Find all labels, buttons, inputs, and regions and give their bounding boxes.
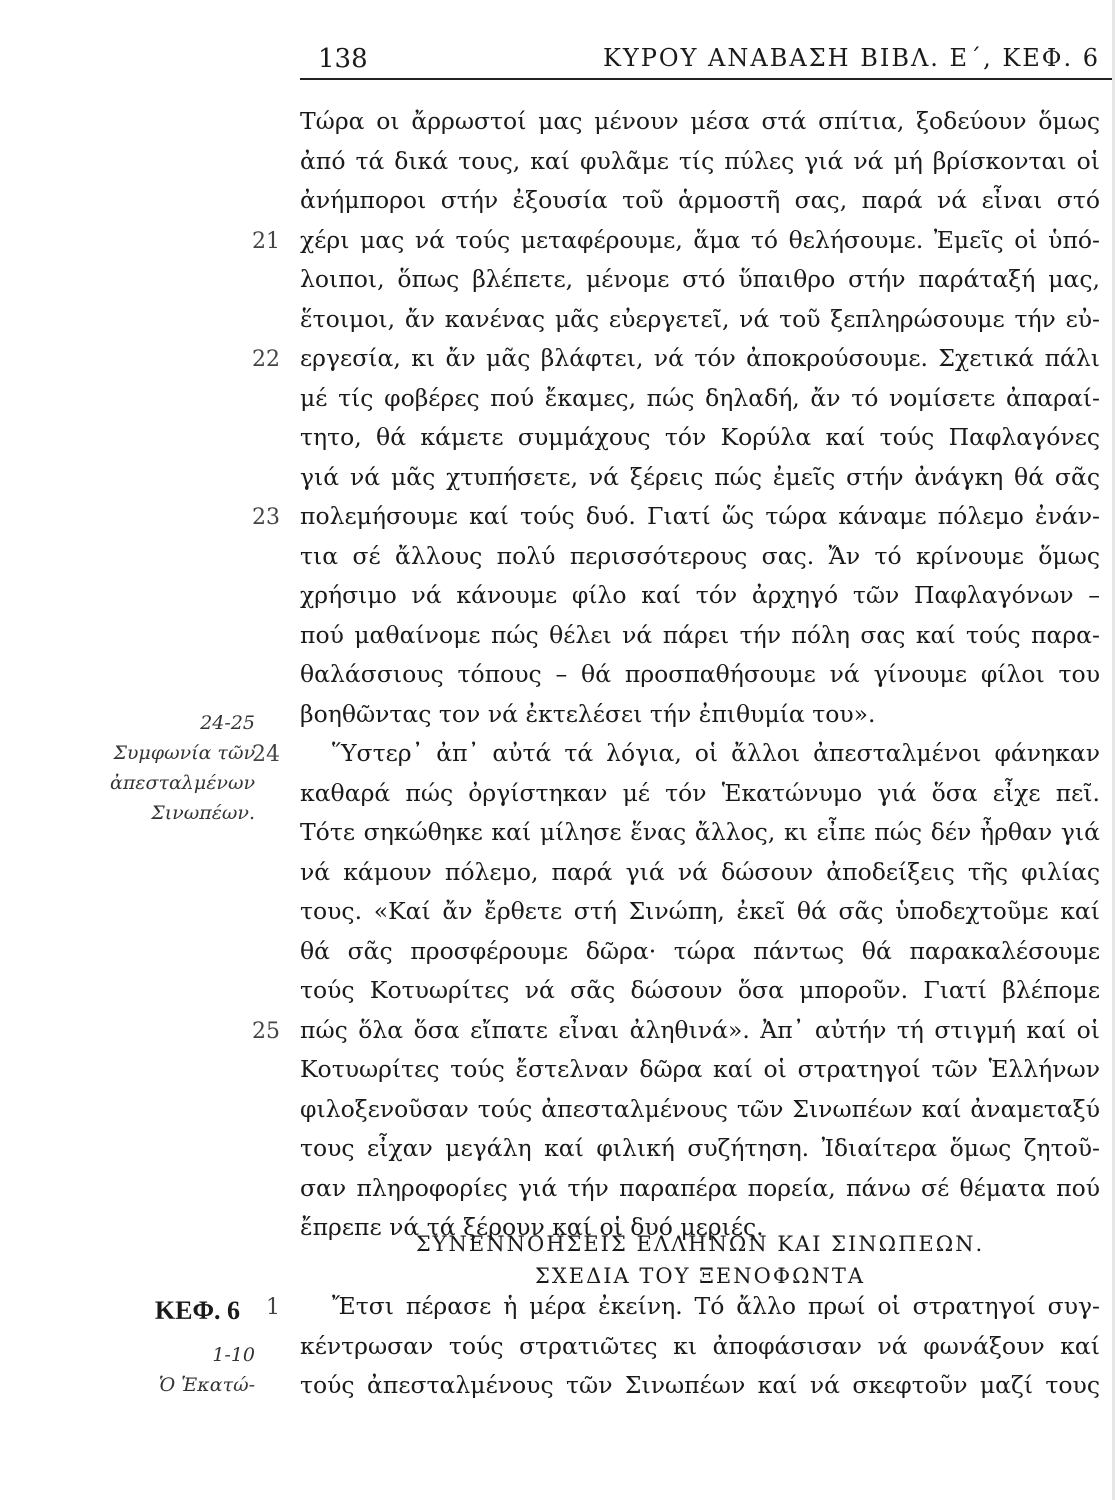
- text-line: Ὕστερ᾿ ἀπ᾿ αὐτά τά λόγια, οἱ ἄλλοι ἀπεσταλμένοι φάνηκαν: [332, 739, 1100, 767]
- text-line: εργεσία, κι ἄν μᾶς βλάφτει, νά τόν ἀποκρούσουμε. Σχετικά πάλι: [300, 344, 1100, 372]
- margin-note-line: ἀπεσταλμένων: [109, 772, 255, 794]
- text-line: φιλοξενοῦσαν τούς ἀπεσταλμένους τῶν Σινωπέων καί ἀναμεταξύ: [300, 1095, 1100, 1123]
- text-line: νά κάμουν πόλεμο, παρά γιά νά δώσουν ἀποδείξεις τῆς φιλίας: [300, 858, 1100, 886]
- margin-note-range: 1-10: [212, 1344, 255, 1366]
- section-heading-line: ΣΥΝΕΝΝΟΗΣΕΙΣ ΕΛΛΗΝΩΝ ΚΑΙ ΣΙΝΩΠΕΩΝ.: [415, 1232, 985, 1256]
- verse-number: 22: [252, 347, 280, 372]
- text-line: Κοτυωρίτες τούς ἔστελναν δῶρα καί οἱ στρατηγοί τῶν Ἑλλήνων: [300, 1055, 1100, 1083]
- text-line: σαν πληροφορίες γιά τήν παραπέρα πορεία, πάνω σέ θέματα πού: [300, 1174, 1100, 1202]
- margin-note-line: Συμφωνία τῶν: [113, 742, 255, 764]
- section-heading: [330, 1228, 1070, 1292]
- text-line: ἀπό τά δικά τους, καί φυλᾶμε τίς πύλες γιά νά μή βρίσκονται οἱ: [300, 147, 1100, 175]
- margin-note-line: Σινωπέων.: [151, 802, 255, 824]
- text-line: τια σέ ἄλλους πολύ περισσότερους σας. Ἄν τό κρίνουμε ὅμως: [300, 542, 1100, 570]
- verse-number: 25: [252, 1019, 280, 1044]
- section-heading-line: ΣΧΕΔΙΑ ΤΟΥ ΞΕΝΟΦΩΝΤΑ: [534, 1264, 866, 1288]
- text-line: τούς Κοτυωρίτες νά σᾶς δώσουν ὅσα μποροῦν. Γιατί βλέπομε: [300, 976, 1100, 1004]
- text-line: Τότε σηκώθηκε καί μίλησε ἕνας ἄλλος, κι εἶπε πώς δέν ἦρθαν γιά: [300, 818, 1100, 846]
- verse-number: 23: [252, 505, 280, 530]
- page-number: 138: [318, 44, 368, 74]
- chapter-label: ΚΕΦ. 6: [154, 1296, 240, 1325]
- text-line: πού μαθαίνομε πώς θέλει νά πάρει τήν πόλη σας καί τούς παρα-: [300, 621, 1100, 649]
- running-title: ΚΥΡΟΥ ΑΝΑΒΑΣΗ ΒΙΒΛ. Ε΄, ΚΕΦ. 6: [602, 44, 1100, 72]
- verse-number: 21: [252, 229, 280, 254]
- chapter-text-line: τούς ἀπεσταλμένους τῶν Σινωπέων καί νά σκεφτοῦν μαζί τους: [300, 1371, 1100, 1399]
- text-line: ἔπρεπε νά τά ξέρουν καί οἱ δυό μεριές.: [300, 1213, 764, 1241]
- margin-note: [80, 708, 255, 828]
- text-line: καθαρά πώς ὀργίστηκαν μέ τόν Ἑκατώνυμο γιά ὅσα εἶχε πεῖ.: [300, 779, 1100, 807]
- text-line: θά σᾶς προσφέρουμε δῶρα· τώρα πάντως θά παρακαλέσουμε: [300, 937, 1100, 965]
- margin-note-line: Ὁ Ἑκατώ-: [158, 1374, 255, 1396]
- text-line: τους. «Καί ἄν ἔρθετε στή Σινώπη, ἐκεῖ θά σᾶς ὑποδεχτοῦμε καί: [300, 897, 1100, 925]
- text-line: χέρι μας νά τούς μεταφέρουμε, ἅμα τό θελήσουμε. Ἐμεῖς οἱ ὑπό-: [300, 226, 1100, 254]
- text-line: μέ τίς φοβέρες πού ἔκαμες, πώς δηλαδή, ἄν τό νομίσετε ἀπαραί-: [300, 384, 1100, 412]
- text-line: θαλάσσιους τόπους – θά προσπαθήσουμε νά γίνουμε φίλοι του: [300, 660, 1100, 688]
- text-line: πολεμήσουμε καί τούς δυό. Γιατί ὥς τώρα κάναμε πόλεμο ἐνάν-: [300, 502, 1100, 530]
- header-rule: [300, 78, 1115, 80]
- chapter-text-line: Ἔτσι πέρασε ἡ μέρα ἐκείνη. Τό ἄλλο πρωί οἱ στρατηγοί συγ-: [332, 1292, 1100, 1320]
- text-line: τητο, θά κάμετε συμμάχους τόν Κορύλα καί τούς Παφλαγόνες: [300, 423, 1100, 451]
- text-line: ἕτοιμοι, ἄν κανένας μᾶς εὐεργετεῖ, νά τοῦ ξεπληρώσουμε τήν εὐ-: [300, 305, 1100, 333]
- chapter-text-line: κέντρωσαν τούς στρατιῶτες κι ἀποφάσισαν νά φωνάξουν καί: [300, 1332, 1100, 1360]
- text-line: πώς ὅλα ὅσα εἴπατε εἶναι ἀληθινά». Ἀπ᾿ αὐτήν τή στιγμή καί οἱ: [300, 1016, 1100, 1044]
- text-line: βοηθῶντας τον νά ἐκτελέσει τήν ἐπιθυμία του».: [300, 700, 876, 728]
- verse-number: 1: [266, 1295, 280, 1320]
- margin-note-range: 24-25: [200, 712, 255, 734]
- margin-note: [80, 1340, 255, 1400]
- text-line: λοιποι, ὅπως βλέπετε, μένομε στό ὕπαιθρο στήν παράταξή μας,: [300, 265, 1100, 293]
- text-line: Τώρα οι ἄρρωστοί μας μένουν μέσα στά σπίτια, ξοδεύουν ὅμως: [300, 107, 1100, 135]
- text-line: ἀνήμποροι στήν ἐξουσία τοῦ ἁρμοστῆ σας, παρά νά εἶναι στό: [300, 186, 1100, 214]
- text-line: χρήσιμο νά κάνουμε φίλο καί τόν ἀρχηγό τῶν Παφλαγόνων –: [300, 581, 1100, 609]
- text-line: γιά νά μᾶς χτυπήσετε, νά ξέρεις πώς ἐμεῖς στήν ἀνάγκη θά σᾶς: [300, 463, 1100, 491]
- text-line: τους εἶχαν μεγάλη καί φιλική συζήτηση. Ἰδιαίτερα ὅμως ζητοῦ-: [300, 1134, 1100, 1162]
- verse-number: 24: [252, 742, 280, 767]
